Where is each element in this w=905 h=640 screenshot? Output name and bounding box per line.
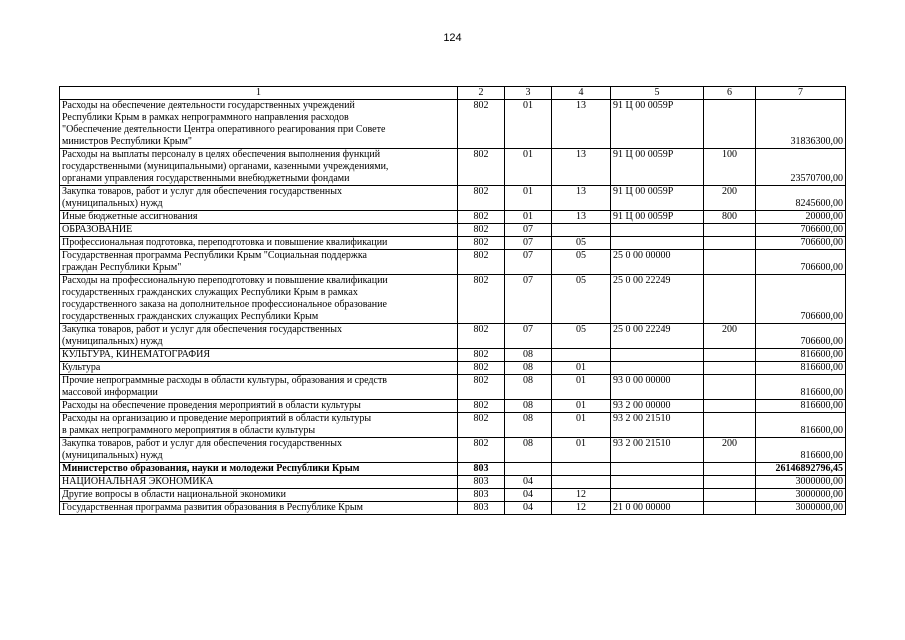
- target-article-code: 25 0 00 22249: [611, 324, 704, 349]
- amount: 706600,00: [756, 324, 846, 349]
- row-description: Иные бюджетные ассигнования: [60, 211, 458, 224]
- section-code: 01: [505, 100, 552, 149]
- target-article-code: 91 Ц 00 0059Р: [611, 100, 704, 149]
- target-article-code: 93 0 00 00000: [611, 375, 704, 400]
- table-row: [60, 476, 846, 489]
- target-article-code: 91 Ц 00 0059Р: [611, 149, 704, 186]
- expense-type-code: 100: [704, 149, 756, 186]
- ministry-code: 803: [458, 502, 505, 515]
- amount: 31836300,00: [756, 100, 846, 149]
- table-row: [60, 362, 846, 375]
- expense-type-code: [704, 502, 756, 515]
- expense-type-code: [704, 413, 756, 438]
- subsection-code: 13: [552, 211, 611, 224]
- row-description: Расходы на профессиональную переподготовку и повышение квалификации государственных гражданских служащих Республики Крым в рамках государственного заказа на дополнительное профессиональное образование государственных гражданских служащих Республики Крым: [60, 275, 458, 324]
- column-header: 3: [505, 87, 552, 100]
- expense-type-code: [704, 400, 756, 413]
- amount: 816600,00: [756, 375, 846, 400]
- subsection-code: [552, 476, 611, 489]
- row-description: НАЦИОНАЛЬНАЯ ЭКОНОМИКА: [60, 476, 458, 489]
- subsection-code: 13: [552, 186, 611, 211]
- ministry-code: 802: [458, 224, 505, 237]
- amount: 816600,00: [756, 438, 846, 463]
- subsection-code: 12: [552, 502, 611, 515]
- row-description: КУЛЬТУРА, КИНЕМАТОГРАФИЯ: [60, 349, 458, 362]
- target-article-code: [611, 224, 704, 237]
- expense-type-code: 200: [704, 186, 756, 211]
- expense-type-code: [704, 476, 756, 489]
- table-row: [60, 413, 846, 438]
- section-code: 07: [505, 250, 552, 275]
- ministry-code: 802: [458, 362, 505, 375]
- table-row: [60, 100, 846, 149]
- row-description: Расходы на выплаты персоналу в целях обеспечения выполнения функций государственными (муниципальными) органами, казенными учреждениями, органами управления государственными внебюджетными фондами: [60, 149, 458, 186]
- row-description: Государственная программа Республики Крым "Социальная поддержка граждан Республики Крым": [60, 250, 458, 275]
- ministry-code: 802: [458, 349, 505, 362]
- expense-type-code: [704, 349, 756, 362]
- expense-type-code: [704, 362, 756, 375]
- ministry-code: 803: [458, 463, 505, 476]
- subsection-code: 01: [552, 413, 611, 438]
- subsection-code: [552, 224, 611, 237]
- row-description: Министерство образования, науки и молодежи Республики Крым: [60, 463, 458, 476]
- section-code: [505, 463, 552, 476]
- section-code: 08: [505, 362, 552, 375]
- ministry-code: 802: [458, 438, 505, 463]
- row-description: Прочие непрограммные расходы в области культуры, образования и средств массовой информации: [60, 375, 458, 400]
- subsection-code: 13: [552, 149, 611, 186]
- table-row: [60, 349, 846, 362]
- subsection-code: 12: [552, 489, 611, 502]
- subsection-code: 05: [552, 275, 611, 324]
- row-description: Другие вопросы в области национальной экономики: [60, 489, 458, 502]
- ministry-code: 802: [458, 186, 505, 211]
- row-description: ОБРАЗОВАНИЕ: [60, 224, 458, 237]
- row-description: Закупка товаров, работ и услуг для обеспечения государственных (муниципальных) нужд: [60, 186, 458, 211]
- row-description: Расходы на организацию и проведение мероприятий в области культуры в рамках непрограммного мероприятия в области культуры: [60, 413, 458, 438]
- ministry-code: 802: [458, 149, 505, 186]
- section-code: 08: [505, 438, 552, 463]
- amount: 706600,00: [756, 250, 846, 275]
- expense-type-code: [704, 237, 756, 250]
- table-row: [60, 237, 846, 250]
- subsection-code: 01: [552, 400, 611, 413]
- section-code: 08: [505, 349, 552, 362]
- section-code: 08: [505, 413, 552, 438]
- column-header: 6: [704, 87, 756, 100]
- amount: 816600,00: [756, 362, 846, 375]
- subsection-code: [552, 349, 611, 362]
- section-code: 08: [505, 400, 552, 413]
- table-header-row: [60, 87, 846, 100]
- target-article-code: [611, 476, 704, 489]
- amount: 706600,00: [756, 275, 846, 324]
- section-code: 04: [505, 476, 552, 489]
- amount: 706600,00: [756, 224, 846, 237]
- expense-type-code: [704, 224, 756, 237]
- expense-type-code: [704, 375, 756, 400]
- ministry-code: 802: [458, 413, 505, 438]
- table-row: [60, 375, 846, 400]
- table-row: [60, 324, 846, 349]
- table-row: [60, 224, 846, 237]
- section-code: 04: [505, 489, 552, 502]
- ministry-code: 802: [458, 211, 505, 224]
- column-header: 2: [458, 87, 505, 100]
- table-row: [60, 211, 846, 224]
- target-article-code: 93 2 00 00000: [611, 400, 704, 413]
- ministry-code: 802: [458, 375, 505, 400]
- row-description: Культура: [60, 362, 458, 375]
- amount: 23570700,00: [756, 149, 846, 186]
- amount: 816600,00: [756, 400, 846, 413]
- section-code: 07: [505, 275, 552, 324]
- target-article-code: [611, 463, 704, 476]
- ministry-code: 803: [458, 489, 505, 502]
- subsection-code: 01: [552, 362, 611, 375]
- section-code: 01: [505, 211, 552, 224]
- amount: 3000000,00: [756, 489, 846, 502]
- ministry-code: 803: [458, 476, 505, 489]
- amount: 816600,00: [756, 413, 846, 438]
- row-description: Профессиональная подготовка, переподготовка и повышение квалификации: [60, 237, 458, 250]
- target-article-code: 25 0 00 22249: [611, 275, 704, 324]
- row-description: Закупка товаров, работ и услуг для обеспечения государственных (муниципальных) нужд: [60, 438, 458, 463]
- amount: 816600,00: [756, 349, 846, 362]
- table-row: [60, 502, 846, 515]
- amount: 3000000,00: [756, 476, 846, 489]
- subsection-code: 01: [552, 375, 611, 400]
- section-code: 08: [505, 375, 552, 400]
- target-article-code: 91 Ц 00 0059Р: [611, 211, 704, 224]
- target-article-code: 93 2 00 21510: [611, 413, 704, 438]
- target-article-code: 93 2 00 21510: [611, 438, 704, 463]
- expense-type-code: [704, 275, 756, 324]
- expense-type-code: 800: [704, 211, 756, 224]
- expense-type-code: 200: [704, 438, 756, 463]
- table-row: [60, 489, 846, 502]
- subsection-code: 13: [552, 100, 611, 149]
- subsection-code: 05: [552, 324, 611, 349]
- subsection-code: 01: [552, 438, 611, 463]
- column-header: 1: [60, 87, 458, 100]
- table-row: [60, 400, 846, 413]
- ministry-code: 802: [458, 100, 505, 149]
- amount: 3000000,00: [756, 502, 846, 515]
- target-article-code: [611, 489, 704, 502]
- target-article-code: [611, 362, 704, 375]
- table-row: [60, 463, 846, 476]
- amount: 20000,00: [756, 211, 846, 224]
- expense-type-code: [704, 250, 756, 275]
- column-header: 4: [552, 87, 611, 100]
- section-code: 04: [505, 502, 552, 515]
- page-number: 124: [443, 32, 462, 44]
- table-row: [60, 149, 846, 186]
- expense-type-code: [704, 489, 756, 502]
- table-row: [60, 250, 846, 275]
- ministry-code: 802: [458, 237, 505, 250]
- ministry-code: 802: [458, 400, 505, 413]
- section-code: 07: [505, 324, 552, 349]
- ministry-code: 802: [458, 275, 505, 324]
- column-header: 7: [756, 87, 846, 100]
- amount: 26146892796,45: [756, 463, 846, 476]
- subsection-code: 05: [552, 237, 611, 250]
- expense-type-code: 200: [704, 324, 756, 349]
- row-description: Закупка товаров, работ и услуг для обеспечения государственных (муниципальных) нужд: [60, 324, 458, 349]
- target-article-code: [611, 237, 704, 250]
- target-article-code: [611, 349, 704, 362]
- column-header: 5: [611, 87, 704, 100]
- section-code: 07: [505, 237, 552, 250]
- expense-type-code: [704, 100, 756, 149]
- target-article-code: 25 0 00 00000: [611, 250, 704, 275]
- ministry-code: 802: [458, 324, 505, 349]
- expense-type-code: [704, 463, 756, 476]
- budget-table: [59, 86, 846, 515]
- row-description: Расходы на обеспечение проведения мероприятий в области культуры: [60, 400, 458, 413]
- subsection-code: 05: [552, 250, 611, 275]
- section-code: 07: [505, 224, 552, 237]
- target-article-code: 21 0 00 00000: [611, 502, 704, 515]
- row-description: Расходы на обеспечение деятельности государственных учреждений Республики Крым в рамках непрограммного направления расходов "Обеспечение деятельности Центра оперативного реагирования при Совете министров Республики Крым": [60, 100, 458, 149]
- table-row: [60, 275, 846, 324]
- ministry-code: 802: [458, 250, 505, 275]
- target-article-code: 91 Ц 00 0059Р: [611, 186, 704, 211]
- table-row: [60, 186, 846, 211]
- section-code: 01: [505, 149, 552, 186]
- section-code: 01: [505, 186, 552, 211]
- amount: 706600,00: [756, 237, 846, 250]
- table-row: [60, 438, 846, 463]
- amount: 8245600,00: [756, 186, 846, 211]
- subsection-code: [552, 463, 611, 476]
- row-description: Государственная программа развития образования в Республике Крым: [60, 502, 458, 515]
